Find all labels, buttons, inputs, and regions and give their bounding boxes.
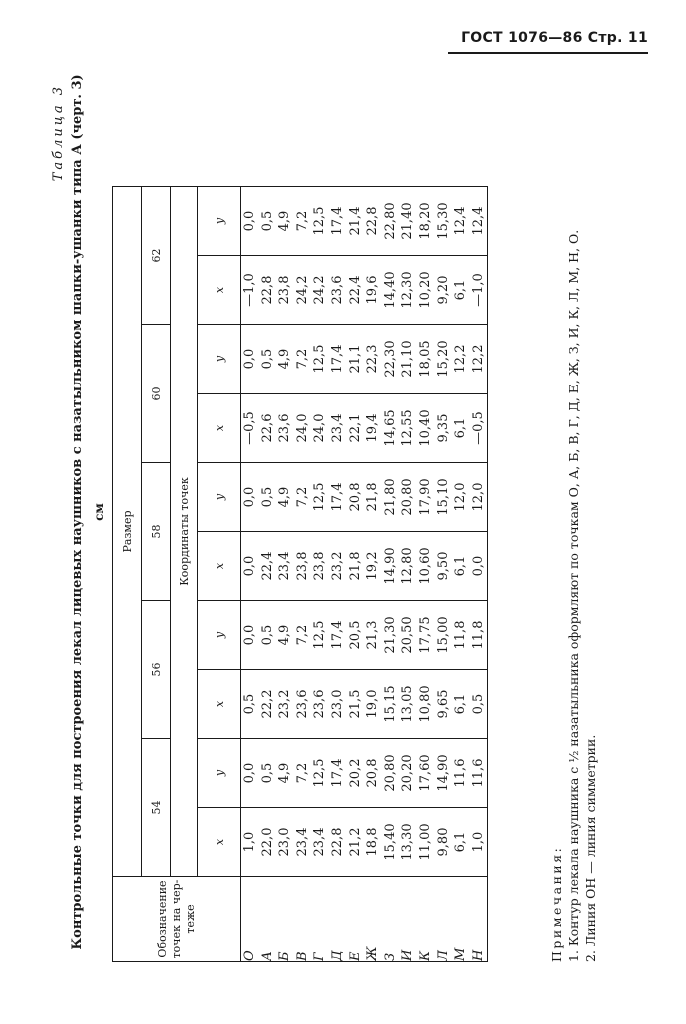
table-cell: 7,2 [294, 210, 310, 232]
table-cell: 17,4 [329, 620, 345, 650]
table-cell: 20,2 [347, 758, 363, 788]
table-cell: М [453, 947, 469, 961]
table-cell: 23,8 [312, 551, 328, 581]
note-2: 2. Линия ОН — линия симметрии. [583, 734, 598, 962]
table-cell: 23,8 [294, 551, 310, 581]
table-cell: 10,20 [417, 271, 433, 309]
table-cell: 17,4 [329, 206, 345, 236]
table-cell: Е [347, 951, 363, 961]
size-header: Размер [113, 187, 142, 877]
table-unit: см [92, 503, 106, 521]
table-cell: 0,0 [242, 624, 257, 646]
size-60-y-values [241, 325, 488, 394]
table-cell: А [259, 951, 275, 961]
page-header: ГОСТ 1076—86 Стр. 11 [461, 30, 648, 46]
table-cell: 22,8 [365, 206, 381, 236]
table-cell: 21,80 [382, 478, 398, 516]
notes-title: Примечания: [549, 845, 564, 962]
size-54-y-values [241, 739, 488, 808]
table-cell: 14,65 [382, 409, 398, 447]
table-cell: 0,5 [259, 762, 275, 784]
table-cell: 14,90 [435, 754, 451, 792]
table-cell: 10,60 [417, 547, 433, 585]
table-cell: 14,90 [382, 547, 398, 585]
table-cell: 17,4 [329, 758, 345, 788]
table-cell: 22,30 [382, 340, 398, 378]
size-54-x-values [241, 808, 488, 877]
table-cell: Л [435, 950, 451, 961]
table-cell: 21,40 [400, 202, 416, 240]
table-cell: 11,8 [470, 620, 486, 650]
table-cell: —0,5 [242, 411, 257, 445]
table-cell: 21,8 [365, 482, 381, 512]
y-header: y [198, 187, 241, 256]
table-cell: И [400, 949, 416, 961]
table-cell: 22,4 [347, 275, 363, 305]
table-cell: 23,6 [312, 689, 328, 719]
rotated-page-content [48, 62, 658, 962]
table-label: Таблица 3 [51, 84, 66, 182]
table-cell: 12,2 [470, 344, 486, 374]
size-62-header: 62 [142, 187, 171, 325]
table-cell: 20,50 [400, 616, 416, 654]
table-cell: 9,20 [435, 275, 451, 305]
table-cell: 17,90 [417, 478, 433, 516]
table-cell: 17,75 [417, 616, 433, 654]
size-54-header: 54 [142, 739, 171, 877]
table-cell: 12,5 [312, 620, 328, 650]
x-header: x [198, 808, 241, 877]
table-cell: 22,2 [259, 689, 275, 719]
table-cell: 0,5 [259, 486, 275, 508]
y-header: y [198, 325, 241, 394]
size-56-y-values [241, 601, 488, 670]
notes-block [548, 62, 599, 962]
size-58-x-values [241, 532, 488, 601]
table-cell: 1,0 [470, 831, 486, 853]
table-cell: 21,1 [347, 344, 363, 374]
table-cell: 22,6 [259, 413, 275, 443]
table-cell: 18,05 [417, 340, 433, 378]
table-cell: Д [329, 950, 345, 961]
table-cell: 0,0 [242, 762, 257, 784]
table-cell: 24,0 [312, 413, 328, 443]
table-cell: 23,6 [277, 413, 293, 443]
table-cell: 4,9 [277, 486, 293, 508]
table-cell: З [382, 952, 398, 961]
table-cell: 19,4 [365, 413, 381, 443]
table-cell: 1,0 [242, 831, 257, 853]
table-cell: 22,3 [365, 344, 381, 374]
table-cell: 0,0 [242, 555, 257, 577]
table-cell: 22,4 [259, 551, 275, 581]
table-cell: 11,6 [453, 758, 469, 788]
table-cell: 22,1 [347, 413, 363, 443]
table-cell: 23,6 [294, 689, 310, 719]
table-cell: 21,5 [347, 689, 363, 719]
y-header: y [198, 463, 241, 532]
table-cell: 9,65 [435, 689, 451, 719]
table-cell: 23,4 [329, 413, 345, 443]
table-cell: 23,6 [329, 275, 345, 305]
table-row [241, 187, 488, 962]
table-cell: 21,8 [347, 551, 363, 581]
table-cell: 20,20 [400, 754, 416, 792]
table-cell: 24,0 [294, 413, 310, 443]
table-cell: К [417, 950, 433, 961]
table-cell: 23,4 [277, 551, 293, 581]
table-cell: 24,2 [312, 275, 328, 305]
table-cell: В [294, 951, 310, 961]
table-cell: 15,40 [382, 823, 398, 861]
table-cell: 12,30 [400, 271, 416, 309]
table-cell: 23,4 [312, 827, 328, 857]
table-cell: 12,80 [400, 547, 416, 585]
table-cell: 0,5 [259, 348, 275, 370]
table-cell: Г [312, 952, 328, 961]
table-cell: 20,80 [382, 754, 398, 792]
table-cell: 22,80 [382, 202, 398, 240]
table-cell: 15,30 [435, 202, 451, 240]
table-cell: 21,3 [365, 620, 381, 650]
y-header: y [198, 739, 241, 808]
point-column-header: Обозначение точек на чер-теже [113, 877, 241, 962]
table-cell: 12,5 [312, 206, 328, 236]
table-cell: 6,1 [453, 693, 469, 715]
table-cell: 9,50 [435, 551, 451, 581]
table-cell: 17,4 [329, 482, 345, 512]
table-cell: 10,80 [417, 685, 433, 723]
table-cell: 12,5 [312, 482, 328, 512]
table-cell: 4,9 [277, 624, 293, 646]
header-rule [448, 52, 648, 54]
table-cell: 14,40 [382, 271, 398, 309]
table-cell: 17,60 [417, 754, 433, 792]
table-cell: 12,55 [400, 409, 416, 447]
table-cell: 15,15 [382, 685, 398, 723]
table-cell: 6,1 [453, 831, 469, 853]
size-58-y-values [241, 463, 488, 532]
table-cell: 20,8 [365, 758, 381, 788]
table-cell: 12,4 [453, 206, 469, 236]
table-cell: —0,5 [470, 411, 486, 445]
table-cell: 18,20 [417, 202, 433, 240]
table-cell: О [242, 950, 257, 961]
table-cell: 12,2 [453, 344, 469, 374]
table-cell: 9,80 [435, 827, 451, 857]
table-cell: 18,8 [365, 827, 381, 857]
size-62-y-values [241, 187, 488, 256]
table-cell: 11,8 [453, 620, 469, 650]
table-cell: 0,0 [242, 348, 257, 370]
table-cell: 21,30 [382, 616, 398, 654]
table-cell: 7,2 [294, 624, 310, 646]
table-cell: 19,0 [365, 689, 381, 719]
table-cell: 12,0 [470, 482, 486, 512]
table-cell: 4,9 [277, 210, 293, 232]
table-cell: 19,2 [365, 551, 381, 581]
table-cell: 23,0 [277, 827, 293, 857]
table-cell: 20,8 [347, 482, 363, 512]
table-cell: 23,0 [329, 689, 345, 719]
size-60-x-values [241, 394, 488, 463]
table-cell: Ж [365, 946, 381, 961]
size-56-header: 56 [142, 601, 171, 739]
table-caption: Контрольные точки для построения лекал лицевых наушников с назатыльником шапки-ушанки типа А (черт. 3) [70, 74, 85, 950]
table-cell: 6,1 [453, 555, 469, 577]
table-cell: 0,0 [242, 486, 257, 508]
table-cell: 23,2 [329, 551, 345, 581]
table-cell: 23,2 [277, 689, 293, 719]
table-cell: 21,4 [347, 206, 363, 236]
table-cell: 0,0 [242, 210, 257, 232]
size-62-x-values [241, 256, 488, 325]
y-header: y [198, 601, 241, 670]
table-cell: 11,6 [470, 758, 486, 788]
table-cell: 22,0 [259, 827, 275, 857]
control-points-table [112, 186, 488, 962]
table-cell: 23,4 [294, 827, 310, 857]
x-header: x [198, 670, 241, 739]
size-58-header: 58 [142, 463, 171, 601]
table-cell: 20,5 [347, 620, 363, 650]
table-cell: 22,8 [259, 275, 275, 305]
table-cell: 12,4 [470, 206, 486, 236]
table-cell: 12,0 [453, 482, 469, 512]
table-cell: 12,5 [312, 758, 328, 788]
table-cell: Н [470, 949, 486, 961]
coordinates-header: Координаты точек [171, 187, 198, 877]
table-cell: 11,00 [417, 823, 433, 861]
table-cell: 24,2 [294, 275, 310, 305]
table-cell: 0,5 [242, 693, 257, 715]
table-cell: 0,5 [470, 693, 486, 715]
size-60-header: 60 [142, 325, 171, 463]
table-cell: 15,20 [435, 340, 451, 378]
table-cell: 22,8 [329, 827, 345, 857]
table-cell: 7,2 [294, 348, 310, 370]
table-cell: Б [277, 951, 293, 961]
x-header: x [198, 394, 241, 463]
table-cell: 20,80 [400, 478, 416, 516]
table-cell: 0,0 [470, 555, 486, 577]
table-cell: 7,2 [294, 762, 310, 784]
table-cell: 19,6 [365, 275, 381, 305]
x-header: x [198, 256, 241, 325]
table-cell: 9,35 [435, 413, 451, 443]
table-cell: 15,00 [435, 616, 451, 654]
table-cell: 4,9 [277, 348, 293, 370]
table-cell: 13,05 [400, 685, 416, 723]
table-cell: —1,0 [242, 273, 257, 307]
table-cell: 15,10 [435, 478, 451, 516]
x-header: x [198, 532, 241, 601]
table-cell: 6,1 [453, 279, 469, 301]
point-labels-cell [241, 877, 488, 962]
table-cell: 0,5 [259, 624, 275, 646]
table-cell: 10,40 [417, 409, 433, 447]
table-cell: 13,30 [400, 823, 416, 861]
table-cell: 23,8 [277, 275, 293, 305]
table-cell: —1,0 [470, 273, 486, 307]
table-cell: 7,2 [294, 486, 310, 508]
table-cell: 12,5 [312, 344, 328, 374]
table-cell: 0,5 [259, 210, 275, 232]
table-cell: 6,1 [453, 417, 469, 439]
table-cell: 17,4 [329, 344, 345, 374]
note-1: 1. Контур лекала наушника с ½ назатыльника оформляют по точкам О, А, Б, В, Г, Д, Е, Ж, З, И, К, Л, М, Н, О. [566, 229, 581, 962]
table-cell: 4,9 [277, 762, 293, 784]
table-cell: 21,10 [400, 340, 416, 378]
size-56-x-values [241, 670, 488, 739]
table-cell: 21,2 [347, 827, 363, 857]
